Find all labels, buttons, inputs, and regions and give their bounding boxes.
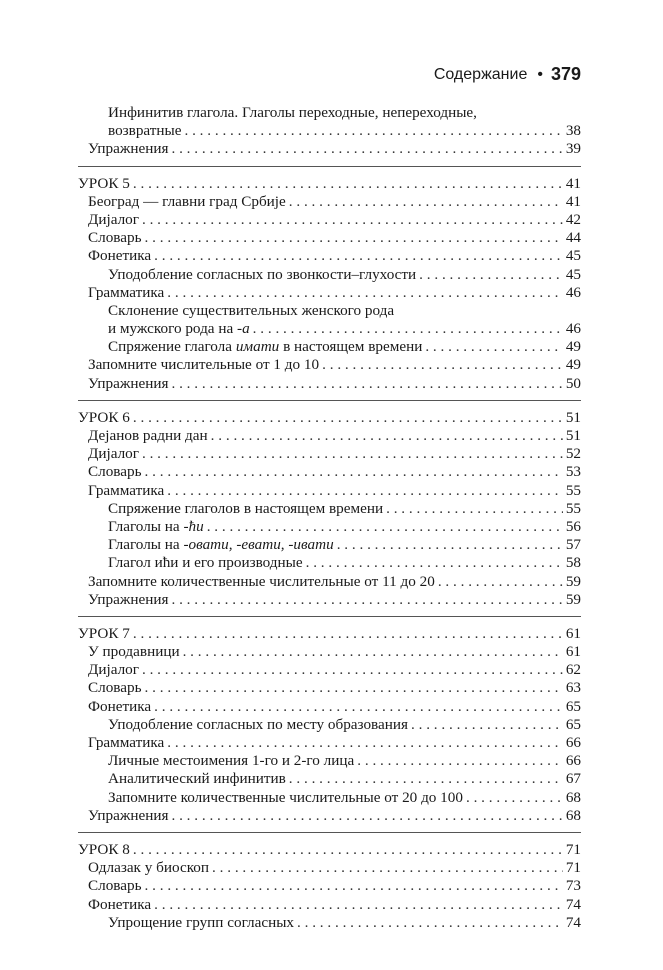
toc-entry[interactable] [78,211,581,229]
toc-entry[interactable] [78,698,581,716]
toc-page-number: 61 [565,643,581,661]
dot-leader [171,140,562,158]
toc-page-number: 61 [565,624,581,642]
toc-entry-title: УРОК 8 [78,840,130,858]
toc-entry[interactable] [78,716,581,734]
toc-page-number: 66 [565,734,581,751]
toc-page-number: 44 [565,229,581,247]
dot-leader [142,445,563,463]
toc-page-number: 74 [565,895,581,913]
toc-entry-title: УРОК 5 [78,174,130,192]
toc-page-number: 58 [565,554,581,572]
dot-leader [154,896,563,914]
toc-entry-title: Словарь [88,229,142,247]
toc-entry-title: Дијалог [88,661,139,679]
dot-leader [212,859,563,877]
dot-leader [167,482,563,500]
toc-entry[interactable] [78,896,581,914]
dot-leader [357,752,563,770]
dot-leader [133,625,563,643]
toc-entry[interactable] [78,445,581,463]
toc-entry-title: УРОК 7 [78,624,130,642]
toc-page-number: 66 [565,752,581,770]
section-divider [78,616,581,617]
toc-entry-title: Спряжение глагола имати в настоящем времени [108,338,423,356]
toc-entry-title: Упражнения [88,590,169,608]
page-number: 379 [550,64,581,84]
table-of-contents [78,104,581,932]
toc-entry[interactable] [78,302,581,320]
toc-page-number: 46 [565,283,581,301]
toc-page-number: 39 [565,140,581,158]
dot-leader [145,229,563,247]
toc-page-number: 65 [565,715,581,733]
toc-page-number: 63 [565,679,581,697]
dot-leader [438,573,563,591]
dot-leader [411,716,563,734]
toc-entry[interactable] [78,770,581,788]
toc-entry-title: Глаголы на -овати, -евати, -ивати [108,536,334,554]
dot-leader [337,536,563,554]
toc-entry[interactable] [78,661,581,679]
toc-entry-title: Глаголы на -ћи [108,517,204,535]
toc-entry[interactable] [78,807,581,825]
toc-entry[interactable] [78,859,581,877]
toc-lesson-entry[interactable] [78,841,581,859]
toc-entry[interactable] [78,320,581,338]
toc-entry-title: Упражнения [88,140,169,158]
toc-entry[interactable] [78,247,581,265]
toc-page-number: 55 [565,481,581,499]
dot-leader [253,320,563,338]
dot-leader [167,734,563,752]
toc-page-number: 49 [565,338,581,356]
dot-leader [142,661,563,679]
dot-leader [133,841,563,859]
toc-entry-title: Личные местоимения 1-го и 2-го лица [108,752,355,770]
toc-page-number: 46 [565,320,581,338]
toc-entry-title: Фонетика [88,697,152,715]
toc-page-number: 41 [565,174,581,192]
running-header [434,64,581,85]
toc-page-number: 53 [565,463,581,481]
toc-entry[interactable] [78,266,581,284]
toc-entry-title: Словарь [88,679,142,697]
toc-page-number: 73 [565,877,581,895]
toc-entry-title: Дијалог [88,445,139,463]
toc-entry[interactable] [78,643,581,661]
toc-lesson-entry[interactable] [78,625,581,643]
toc-entry-title: Склонение существительных женского рода [108,301,395,319]
dot-leader [322,356,563,374]
toc-entry-title: Словарь [88,877,142,895]
toc-entry[interactable] [78,193,581,211]
toc-page-number: 45 [565,247,581,265]
dot-leader [133,175,563,193]
toc-page-number: 57 [565,536,581,554]
toc-lesson-entry[interactable] [78,175,581,193]
toc-entry-title: УРОК 6 [78,408,130,426]
toc-entry-title: и мужского рода на -а [108,320,250,338]
section-title: Содержание [433,65,528,83]
toc-entry[interactable] [78,427,581,445]
toc-entry-title: Инфинитив глагола. Глаголы переходные, непереходные, [108,104,477,121]
toc-entry[interactable] [78,356,581,374]
dot-leader [154,247,563,265]
toc-page-number: 50 [565,374,581,392]
toc-entry-title: У продавници [88,643,180,661]
toc-entry[interactable] [78,229,581,247]
toc-entry[interactable] [78,679,581,697]
dot-leader [419,266,563,284]
toc-entry-title: Уподобление согласных по звонкости–глухости [108,265,417,283]
toc-entry[interactable] [78,789,581,807]
toc-entry[interactable] [78,554,581,572]
dot-leader [154,698,563,716]
toc-page-number: 41 [565,192,581,210]
dot-leader [466,789,563,807]
section-divider [78,400,581,401]
dot-leader [183,643,563,661]
toc-entry-title: Дејанов радни дан [88,427,208,444]
toc-entry[interactable] [78,122,581,140]
toc-page-number: 71 [565,859,581,877]
dot-leader [171,375,562,393]
dot-leader [207,518,563,536]
toc-page-number: 52 [565,445,581,463]
toc-entry[interactable] [78,752,581,770]
dot-leader [171,807,562,825]
toc-page-number: 51 [565,427,581,444]
toc-page-number: 68 [565,806,581,824]
toc-page-number: 42 [565,210,581,228]
toc-entry[interactable] [78,536,581,554]
bullet-separator: • [537,65,543,83]
section-divider [78,832,581,833]
toc-entry[interactable] [78,734,581,752]
toc-entry[interactable] [78,463,581,481]
toc-entry-title: Дијалог [88,210,139,228]
toc-entry-title: Запомните количественные числительные от 11 до 20 [88,572,435,590]
toc-page-number: 59 [565,572,581,590]
toc-entry-title: Упражнения [88,806,169,824]
dot-leader [167,284,563,302]
toc-page-number: 56 [565,517,581,535]
dot-leader [425,338,562,356]
dot-leader [145,679,563,697]
toc-entry[interactable] [78,573,581,591]
dot-leader [289,770,563,788]
toc-page-number: 68 [565,788,581,806]
section-divider [78,166,581,167]
toc-entry-title: Фонетика [88,895,152,913]
toc-entry[interactable] [78,284,581,302]
toc-page-number: 49 [565,356,581,374]
toc-page-number: 51 [565,408,581,426]
toc-entry-title: Глагол ићи и его производные [108,554,303,572]
toc-entry-title: Упрощение групп согласных [108,913,295,931]
dot-leader [297,914,563,932]
toc-entry[interactable] [78,518,581,536]
toc-page-number: 59 [565,590,581,608]
toc-entry[interactable] [78,104,581,122]
toc-entry-title: Запомните количественные числительные от 20 до 100 [108,788,463,806]
toc-entry[interactable] [78,591,581,609]
toc-entry-title: Грамматика [88,734,165,751]
toc-entry-title: Одлазак у биоскоп [88,859,210,877]
dot-leader [145,463,563,481]
toc-entry[interactable] [78,482,581,500]
toc-lesson-entry[interactable] [78,409,581,427]
toc-entry-title: Уподобление согласных по месту образования [108,715,408,733]
toc-entry-title: Београд — главни град Србије [88,192,286,210]
toc-page-number: 55 [565,499,581,517]
toc-entry[interactable] [78,914,581,932]
toc-entry-title: Спряжение глаголов в настоящем времени [108,499,384,517]
toc-entry-title: Фонетика [88,247,152,265]
dot-leader [171,591,562,609]
toc-entry[interactable] [78,500,581,518]
dot-leader [133,409,563,427]
toc-entry-title: Словарь [88,463,142,481]
dot-leader [211,427,563,445]
toc-page-number: 65 [565,697,581,715]
toc-entry-title: Упражнения [88,374,169,392]
dot-leader [289,193,563,211]
toc-page-number: 67 [565,770,581,788]
dot-leader [142,211,563,229]
toc-page-number: 45 [565,265,581,283]
toc-entry-title: Грамматика [88,481,165,499]
toc-entry[interactable] [78,877,581,895]
dot-leader [386,500,563,518]
toc-entry-title: Аналитический инфинитив [108,770,286,788]
toc-entry[interactable] [78,375,581,393]
dot-leader [184,122,562,140]
toc-page-number: 74 [565,913,581,931]
toc-entry-title: Грамматика [88,283,165,301]
toc-entry[interactable] [78,338,581,356]
toc-entry-title: Запомните числительные от 1 до 10 [88,356,320,374]
toc-entry-title: возвратные [108,122,182,140]
toc-page-number: 71 [565,840,581,858]
toc-page-number: 62 [565,661,581,679]
dot-leader [306,554,563,572]
dot-leader [145,877,563,895]
toc-page-number: 38 [565,122,581,140]
toc-entry[interactable] [78,140,581,158]
